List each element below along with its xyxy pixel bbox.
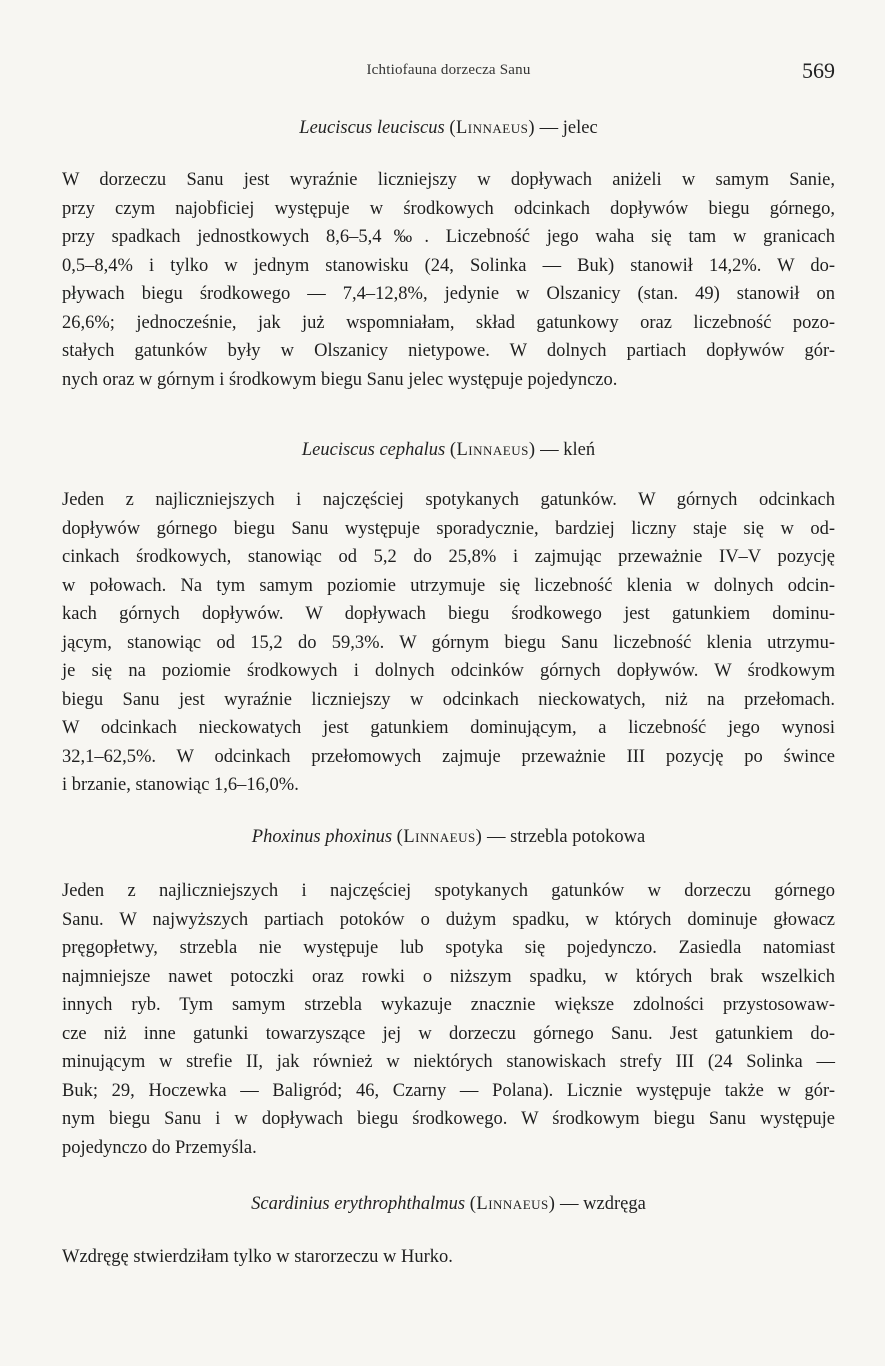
species-latin-name: Leuciscus leuciscus [299,118,445,138]
species-author: (Linnaeus) [469,1194,556,1214]
species-heading-scardinius-erythrophthalmus [62,1194,835,1215]
text-line: nym biegu Sanu i w dopływach biegu środkowego. W środkowym biegu Sanu występuje [62,1109,835,1129]
text-line: dopływów górnego biegu Sanu występuje sporadycznie, bardziej liczny staje się w od- [62,518,835,539]
text-line: innych ryb. Tym samym strzebla wykazuje znacznie większe zdolności przystosowaw- [62,995,835,1015]
page-header [62,58,835,92]
text-line: je się na poziomie środkowych i dolnych odcinków górnych dopływów. W środkowym [62,661,835,681]
species-common-name: — jelec [535,118,598,138]
species-latin-name: Leuciscus cephalus [301,440,446,460]
text-line: stałych gatunków były w Olszanicy nietypowe. W dolnych partiach dopływów gór- [62,341,835,361]
text-line: Sanu. W najwyższych partiach potoków o dużym spadku, w których dominuje głowacz [62,909,835,930]
text-line: cze niż inne gatunki towarzyszące jej w dorzeczu górnego Sanu. Jest gatunkiem do- [62,1023,835,1044]
text-line: i brzanie, stanowiąc 1,6–16,0%. [62,775,299,795]
page-number: 569 [802,58,835,83]
species-common-name: — strzebla potokowa [482,827,646,847]
text-line: 26,6%; jednocześnie, jak już wspomniałam, skład gatunkowy oraz liczebność pozo- [62,312,835,333]
text-line: przy czym najobficiej występuje w środkowych odcinkach dopływów biegu górnego, [62,198,835,219]
paragraph-leuciscus-cephalus [62,486,835,800]
species-heading-leuciscus-leuciscus [62,118,835,139]
species-author: (Linnaeus) [449,440,536,460]
running-title: Ichtiofauna dorzecza Sanu [366,62,531,78]
text-line: kach górnych dopływów. W dopływach biegu środkowego jest gatunkiem dominu- [62,604,835,624]
species-latin-name: Scardinius erythrophthalmus [251,1194,466,1214]
species-author: (Linnaeus) [449,118,536,138]
text-line: W dorzeczu Sanu jest wyraźnie liczniejszy w dopływach aniżeli w samym Sanie, [62,170,835,190]
paragraph-scardinius-erythrophthalmus [62,1243,835,1272]
text-line: Buk; 29, Hoczewka — Baligród; 46, Czarny — Polana). Licznie występuje także w gór- [62,1080,835,1101]
species-heading-leuciscus-cephalus [62,440,835,461]
text-line: cinkach środkowych, stanowiąc od 5,2 do 25,8% i zajmując przeważnie IV–V pozycję [62,547,835,567]
text-line: pręgopłetwy, strzebla nie występuje lub spotyka się pojedynczo. Zasiedla natomiast [62,938,835,958]
text-line: W odcinkach nieckowatych jest gatunkiem dominującym, a liczebność jego wynosi [62,718,835,738]
text-line: minującym w strefie II, jak również w niektórych stanowiskach strefy III (24 Solinka — [62,1052,835,1072]
species-common-name: — kleń [535,440,596,460]
species-latin-name: Phoxinus phoxinus [251,827,393,847]
text-line: nych oraz w górnym i środkowym biegu Sanu jelec występuje pojedynczo. [62,369,618,390]
text-line: Wzdręgę stwierdziłam tylko w starorzeczu w Hurko. [62,1247,453,1267]
text-line: biegu Sanu jest wyraźnie liczniejszy w odcinkach nieckowatych, niż na przełomach. [62,689,835,710]
paragraph-leuciscus-leuciscus [62,166,835,394]
paragraph-phoxinus-phoxinus [62,877,835,1162]
text-line: przy spadkach jednostkowych 8,6–5,4‰. Liczebność jego waha się tam w granicach [62,227,835,247]
text-line: 32,1–62,5%. W odcinkach przełomowych zajmuje przeważnie III pozycję po śwince [62,746,835,767]
text-line: 0,5–8,4% i tylko w jednym stanowisku (24, Solinka — Buk) stanowił 14,2%. W do- [62,255,835,276]
text-line: Jeden z najliczniejszych i najczęściej spotykanych gatunków w dorzeczu górnego [62,881,835,901]
text-line: pojedynczo do Przemyśla. [62,1137,257,1158]
species-common-name: — wzdręga [555,1194,646,1214]
text-line: w połowach. Na tym samym poziomie utrzymuje się liczebność klenia w dolnych odcin- [62,575,835,596]
species-heading-phoxinus-phoxinus [62,827,835,848]
text-line: pływach biegu środkowego — 7,4–12,8%, jedynie w Olszanicy (stan. 49) stanowił on [62,284,835,304]
text-line: najmniejsze nawet potoczki oraz rowki o niższym spadku, w których brak wszelkich [62,966,835,987]
text-line: Jeden z najliczniejszych i najczęściej spotykanych gatunków. W górnych odcinkach [62,490,835,510]
text-line: jącym, stanowiąc od 15,2 do 59,3%. W górnym biegu Sanu liczebność klenia utrzymu- [62,632,835,653]
species-author: (Linnaeus) [396,827,483,847]
